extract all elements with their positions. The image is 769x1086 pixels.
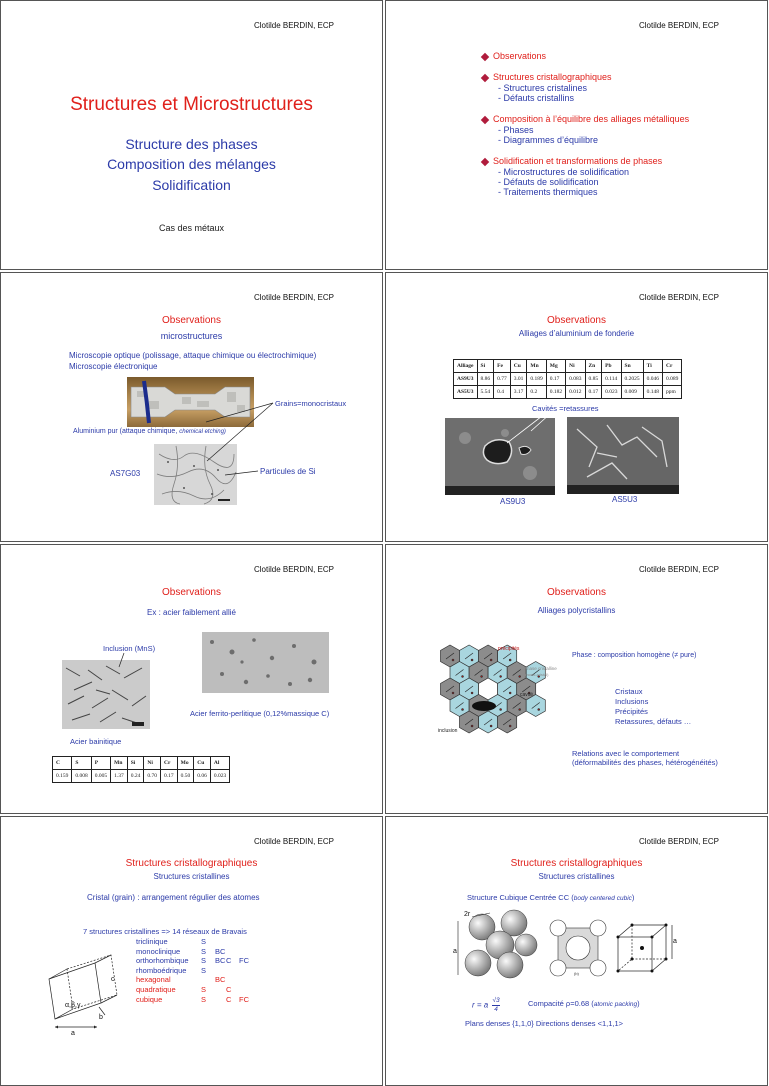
bullet-icon [481, 115, 489, 123]
bravais-lattice-type: FC [239, 994, 249, 1004]
bullet-icon [481, 157, 489, 165]
list-item-cristaux: Cristaux [615, 687, 643, 696]
table-header-cell: Mn [527, 360, 546, 373]
table-cell: 0.182 [546, 386, 565, 399]
table-header-cell: Al [210, 757, 229, 770]
svg-text:Phase cristalline: Phase cristalline [524, 666, 557, 671]
table-cell: 0.148 [643, 386, 662, 399]
bullet-icon [481, 73, 489, 81]
table-cell: 0.2 [527, 386, 546, 399]
table-header-cell: Mg [546, 360, 565, 373]
svg-text:c: c [111, 976, 115, 983]
label-ferrito: Acier ferrito-perlitique (0,12%massique C) [190, 709, 330, 718]
text-phase: Phase : composition homogène (≠ pure) [572, 652, 697, 659]
label-si: Particules de Si [260, 467, 316, 476]
slide-subtitle: microstructures [160, 331, 223, 341]
toc-item-observations[interactable]: Observations [482, 51, 546, 61]
table-header-cell: Cr [663, 360, 682, 373]
author-label: Clotilde BERDIN, ECP [253, 837, 334, 846]
bullet-icon [481, 52, 489, 60]
list-item-retassures: Retassures, défauts … [615, 717, 692, 726]
table-cell: 0.4 [494, 386, 511, 399]
table-cell: 0.023 [210, 770, 229, 783]
bravais-lattice-type: S [201, 956, 207, 966]
table-cell: 0.06 [194, 770, 211, 783]
table-cell: 0.159 [53, 770, 72, 783]
arrows-overlay [1, 545, 384, 815]
svg-text:(mono-cristal): (mono-cristal) [524, 672, 549, 677]
table-cell: 0.70 [144, 770, 161, 783]
table-header-cell: S [72, 757, 91, 770]
slide-subtitle: Structures cristallines [538, 872, 615, 881]
table-cell: 0.009 [621, 386, 643, 399]
toc-subitem[interactable]: - Structures cristalines [498, 83, 588, 93]
table-cell: 0.023 [602, 386, 621, 399]
text-relations: Relations avec le comportement [572, 749, 680, 758]
table-cell: 3.17 [510, 386, 527, 399]
bcc-cube-diagram [614, 921, 678, 977]
label-grains: Grains=monocristaux [275, 399, 347, 408]
slide-1 [0, 0, 383, 270]
svg-text:(b): (b) [574, 971, 579, 976]
slide-title: Structures cristallographiques [125, 858, 258, 869]
toc-subitem[interactable]: - Traitements thermiques [498, 187, 598, 197]
label-bainitique: Acier bainitique [70, 737, 122, 746]
toc-subitem[interactable]: - Défauts cristallins [498, 93, 575, 103]
bravais-lattice-type: C [226, 985, 232, 994]
table-header-cell: Fe [494, 360, 511, 373]
toc-subitem[interactable]: - Diagrammes d’équilibre [498, 135, 599, 145]
table-cell: 0.24 [127, 770, 144, 783]
table-cell: 0.012 [566, 386, 585, 399]
table-cell: 0.189 [527, 373, 546, 386]
toc-item-composition[interactable]: Composition à l’équilibre des alliages métalliques [482, 114, 689, 124]
table-header-cell: Cu [194, 757, 211, 770]
list-item-inclusions: Inclusions [615, 697, 649, 706]
polycrystal-diagram [438, 640, 574, 752]
slide-subtitle: Structures cristallines [153, 872, 230, 881]
slide-title: Structures cristallographiques [510, 858, 643, 869]
line-solidification: Solidification [152, 177, 231, 193]
table-cell: 0.008 [72, 770, 91, 783]
table-cell: 0.083 [566, 373, 585, 386]
bravais-system-name: monoclinique [136, 946, 181, 956]
bravais-lattice-type: C [226, 956, 232, 966]
bravais-lattice-type: S [201, 985, 207, 994]
text-cc: Structure Cubique Centrée CC (body centered cubic) [467, 893, 635, 902]
slide-4 [385, 272, 768, 542]
bravais-system-name: quadratique [136, 985, 176, 994]
toc-item-structures[interactable]: Structures cristallographiques [482, 72, 612, 82]
table-header-cell: Alliage [454, 360, 478, 373]
unit-cell-diagram [41, 947, 141, 1037]
bravais-system-name: orthorhombique [136, 956, 189, 966]
svg-text:cavité: cavité [520, 692, 534, 698]
text-cristal: Cristal (grain) : arrangement régulier des atomes [87, 893, 260, 902]
table-header-cell: C [53, 757, 72, 770]
table-cell: 0.77 [494, 373, 511, 386]
toc-subitem[interactable]: - Microstructures de solidification [498, 167, 630, 177]
table-header-cell: Ni [566, 360, 585, 373]
table-cell: 0.17 [546, 373, 565, 386]
line-structure-phases: Structure des phases [125, 136, 258, 152]
svg-text:précipités: précipités [498, 646, 520, 652]
arrows-overlay [1, 273, 384, 543]
table-header-cell: Pb [602, 360, 621, 373]
slide-subtitle: Ex : acier faiblement allié [147, 608, 236, 617]
table-header-cell: Ni [144, 757, 161, 770]
caption-as9u3: AS9U3 [500, 497, 526, 506]
author-label: Clotilde BERDIN, ECP [253, 21, 334, 30]
table-cell: ppm [663, 386, 682, 399]
table-header-cell: Si [477, 360, 494, 373]
table-cell: AS9U3 [454, 373, 478, 386]
arrows-overlay [386, 273, 769, 543]
text-seven-structures: 7 structures cristallines => 14 réseaux de Bravais [83, 927, 247, 936]
caption-as5u3: AS5U3 [612, 495, 638, 504]
table-cell: 0.50 [177, 770, 194, 783]
table-cell: 0.089 [663, 373, 682, 386]
bravais-lattice-type: BC [215, 946, 226, 956]
table-cell: 1.37 [111, 770, 128, 783]
slide-6 [385, 544, 768, 814]
bravais-lattice-type: S [201, 965, 207, 975]
table-header-cell: Ti [643, 360, 662, 373]
bravais-system-name: cubique [136, 994, 163, 1004]
table-cell: 0.2025 [621, 373, 643, 386]
svg-text:b: b [99, 1014, 103, 1021]
slide-subtitle: Alliages polycristallins [537, 606, 616, 615]
table-cell: 0.005 [91, 770, 110, 783]
author-label: Clotilde BERDIN, ECP [638, 565, 719, 574]
slide-5 [0, 544, 383, 814]
slide-2 [385, 0, 768, 270]
svg-text:inclusion: inclusion [438, 728, 458, 734]
slide-7 [0, 816, 383, 1086]
svg-text:α,β,γ: α,β,γ [65, 1002, 81, 1009]
text-plans-denses: Plans denses {1,1,0} Directions denses <1,1,1> [465, 1019, 624, 1028]
label-as7g03: AS7G03 [110, 469, 141, 478]
text-relations-detail: (déformabilités des phases, hétérogénéités) [572, 758, 718, 767]
svg-text:a: a [71, 1030, 75, 1037]
list-item-precipites: Précipités [615, 707, 648, 716]
text-electronique: Microscopie électronique [69, 362, 158, 371]
toc-subitem[interactable]: - Défauts de solidification [498, 177, 599, 187]
slide-title: Observations [162, 587, 221, 598]
author-label: Clotilde BERDIN, ECP [638, 837, 719, 846]
table-cell: 0.17 [585, 386, 602, 399]
slide-title: Observations [162, 315, 221, 326]
bravais-system-name: rhomboédrique [136, 965, 187, 975]
slide-title: Observations [547, 315, 606, 326]
bravais-system-name: triclinique [136, 937, 168, 946]
bravais-system-name: hexagonal [136, 975, 171, 985]
table-header-cell: P [91, 757, 110, 770]
author-label: Clotilde BERDIN, ECP [638, 21, 719, 30]
slide-subtitle: Alliages d’aluminium de fonderie [518, 329, 635, 338]
table-header-cell: Cu [510, 360, 527, 373]
table-cell: AS5U3 [454, 386, 478, 399]
table-cell: 0.85 [585, 373, 602, 386]
table-cell: 0.17 [161, 770, 178, 783]
slide-8 [385, 816, 768, 1086]
author-label: Clotilde BERDIN, ECP [253, 293, 334, 302]
line-composition: Composition des mélanges [107, 156, 276, 172]
table-cell: 3.01 [510, 373, 527, 386]
label-cube-a: a [673, 938, 677, 945]
table-cell: 8.86 [477, 373, 494, 386]
author-label: Clotilde BERDIN, ECP [638, 293, 719, 302]
label-inclusion: Inclusion (MnS) [103, 644, 156, 653]
table-header-cell: Mn [111, 757, 128, 770]
label-aluminium: Aluminium pur (attaque chimique, chemical etching) [73, 428, 226, 435]
bravais-lattice-type: S [201, 937, 207, 946]
slide-title: Structures et Microstructures [70, 94, 313, 115]
table-header-cell: Cr [161, 757, 178, 770]
toc-subitem[interactable]: - Phases [498, 125, 534, 135]
bravais-lattice-type: FC [239, 956, 249, 966]
sphere-packing-diagram [454, 909, 542, 987]
table-header-cell: Zn [585, 360, 602, 373]
toc-item-solidification[interactable]: Solidification et transformations de phases [482, 156, 662, 166]
slide-3 [0, 272, 383, 542]
label-cavites: Cavités =retassures [532, 404, 599, 413]
table-header-cell: Mo [177, 757, 194, 770]
bravais-lattice-type: S [201, 946, 207, 956]
bravais-lattice-type: BC [215, 975, 226, 985]
slide-subtitle: Cas des métaux [158, 223, 225, 233]
text-compacite: Compacité ρ=0.68 (atomic packing) [528, 999, 640, 1008]
bravais-lattice-type: C [226, 994, 232, 1004]
table-cell: 0.046 [643, 373, 662, 386]
bravais-lattice-type: S [201, 994, 207, 1004]
formula-r: r = a $\frac{√3}{4}$ [472, 997, 500, 1013]
table-cell: 0.114 [602, 373, 621, 386]
slide-title: Observations [547, 587, 606, 598]
text-optique: Microscopie optique (polissage, attaque chimique ou électrochimique) [69, 351, 317, 360]
table-cell: 5.54 [477, 386, 494, 399]
svg-text:2r: 2r [464, 911, 471, 918]
bravais-lattice-type: BC [215, 956, 226, 966]
svg-text:a: a [453, 948, 457, 955]
table-header-cell: Sn [621, 360, 643, 373]
cell-section-diagram [556, 924, 602, 976]
author-label: Clotilde BERDIN, ECP [253, 565, 334, 574]
table-header-cell: Si [127, 757, 144, 770]
